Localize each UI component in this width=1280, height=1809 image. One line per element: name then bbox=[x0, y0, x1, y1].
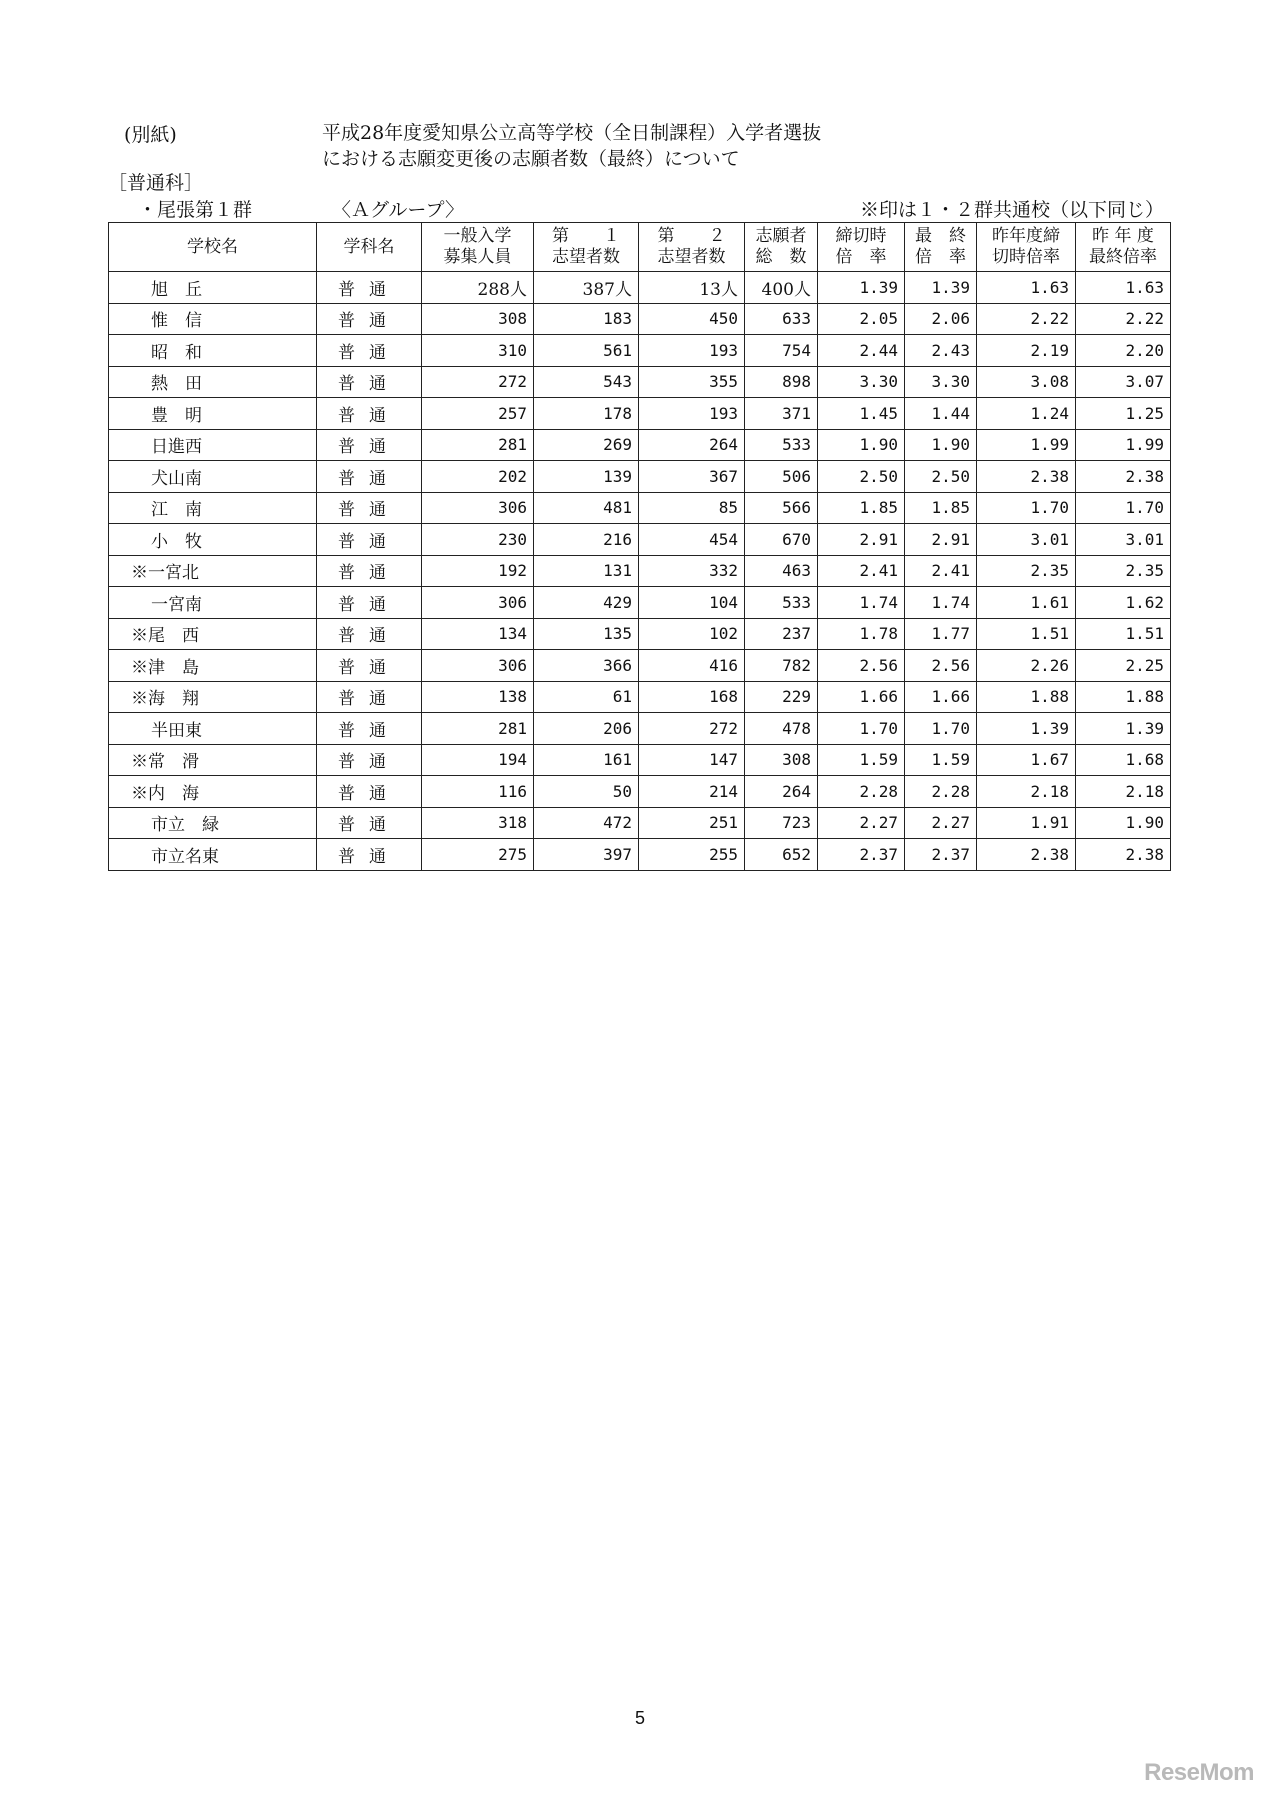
department-cell: 普通 bbox=[317, 272, 422, 304]
table-row bbox=[109, 555, 1171, 587]
table-row bbox=[109, 492, 1171, 524]
final-ratio-cell: 1.66 bbox=[905, 681, 977, 713]
prev-final-ratio-cell: 1.63 bbox=[1076, 272, 1171, 304]
page-number: 5 bbox=[634, 1708, 645, 1728]
column-header bbox=[905, 223, 977, 272]
school-name-cell: 江 南 bbox=[109, 492, 317, 524]
table-row bbox=[109, 398, 1171, 430]
second-choice-cell: 272 bbox=[639, 713, 745, 745]
cutoff-ratio-cell: 2.91 bbox=[818, 524, 905, 556]
school-name-cell: 旭 丘 bbox=[109, 272, 317, 304]
final-ratio-cell: 1.74 bbox=[905, 587, 977, 619]
school-name-cell: 一宮南 bbox=[109, 587, 317, 619]
resemom-watermark-logo: ReseMom bbox=[1144, 1759, 1254, 1786]
prev-final-ratio-cell: 1.88 bbox=[1076, 681, 1171, 713]
table-row bbox=[109, 618, 1171, 650]
quota-cell: 281 bbox=[422, 713, 534, 745]
second-choice-cell: 264 bbox=[639, 429, 745, 461]
department-cell: 普通 bbox=[317, 366, 422, 398]
total-applicants-cell: 533 bbox=[745, 587, 818, 619]
table-row bbox=[109, 429, 1171, 461]
school-name-cell: 市立名東 bbox=[109, 839, 317, 871]
second-choice-cell: 13人 bbox=[639, 272, 745, 304]
quota-cell: 281 bbox=[422, 429, 534, 461]
column-header-line-2: 志望者数 bbox=[552, 247, 620, 267]
prev-final-ratio-cell: 1.39 bbox=[1076, 713, 1171, 745]
second-choice-cell: 104 bbox=[639, 587, 745, 619]
quota-cell: 306 bbox=[422, 587, 534, 619]
cutoff-ratio-cell: 2.05 bbox=[818, 303, 905, 335]
final-ratio-cell: 2.41 bbox=[905, 555, 977, 587]
prev-cutoff-ratio-cell: 2.19 bbox=[977, 335, 1076, 367]
prev-cutoff-ratio-cell: 2.22 bbox=[977, 303, 1076, 335]
first-choice-cell: 481 bbox=[534, 492, 639, 524]
total-applicants-cell: 670 bbox=[745, 524, 818, 556]
first-choice-cell: 61 bbox=[534, 681, 639, 713]
total-applicants-cell: 237 bbox=[745, 618, 818, 650]
cutoff-ratio-cell: 2.37 bbox=[818, 839, 905, 871]
school-name-cell: 半田東 bbox=[109, 713, 317, 745]
column-header-line-2: 最終倍率 bbox=[1089, 247, 1157, 267]
prev-final-ratio-cell: 2.22 bbox=[1076, 303, 1171, 335]
prev-cutoff-ratio-cell: 1.51 bbox=[977, 618, 1076, 650]
cutoff-ratio-cell: 1.45 bbox=[818, 398, 905, 430]
table-row bbox=[109, 681, 1171, 713]
table-header bbox=[109, 223, 1171, 272]
column-header bbox=[317, 223, 422, 272]
column-header-line-1: 学校名 bbox=[187, 236, 238, 257]
table-row bbox=[109, 303, 1171, 335]
department-cell: 普通 bbox=[317, 303, 422, 335]
second-choice-cell: 193 bbox=[639, 335, 745, 367]
prev-final-ratio-cell: 1.90 bbox=[1076, 807, 1171, 839]
column-header bbox=[109, 223, 317, 272]
prev-final-ratio-cell: 1.68 bbox=[1076, 744, 1171, 776]
applicants-table bbox=[108, 222, 1171, 871]
table-row bbox=[109, 524, 1171, 556]
final-ratio-cell: 1.44 bbox=[905, 398, 977, 430]
total-applicants-cell: 400人 bbox=[745, 272, 818, 304]
quota-cell: 275 bbox=[422, 839, 534, 871]
department-cell: 普通 bbox=[317, 587, 422, 619]
school-name-cell: ※尾 西 bbox=[109, 618, 317, 650]
table-row bbox=[109, 366, 1171, 398]
table-row bbox=[109, 587, 1171, 619]
quota-cell: 230 bbox=[422, 524, 534, 556]
column-header-line-1: 昨年度締 bbox=[992, 226, 1060, 246]
quota-cell: 308 bbox=[422, 303, 534, 335]
school-name-cell: 豊 明 bbox=[109, 398, 317, 430]
first-choice-cell: 50 bbox=[534, 776, 639, 808]
total-applicants-cell: 463 bbox=[745, 555, 818, 587]
column-header bbox=[977, 223, 1076, 272]
cutoff-ratio-cell: 2.56 bbox=[818, 650, 905, 682]
prev-cutoff-ratio-cell: 2.38 bbox=[977, 461, 1076, 493]
prev-final-ratio-cell: 2.25 bbox=[1076, 650, 1171, 682]
prev-cutoff-ratio-cell: 3.01 bbox=[977, 524, 1076, 556]
prev-cutoff-ratio-cell: 1.99 bbox=[977, 429, 1076, 461]
quota-cell: 257 bbox=[422, 398, 534, 430]
total-applicants-cell: 264 bbox=[745, 776, 818, 808]
prev-final-ratio-cell: 1.99 bbox=[1076, 429, 1171, 461]
cutoff-ratio-cell: 2.27 bbox=[818, 807, 905, 839]
column-header-line-1: 昨 年 度 bbox=[1092, 226, 1154, 246]
district-label: ・尾張第１群 bbox=[138, 199, 253, 221]
final-ratio-cell: 3.30 bbox=[905, 366, 977, 398]
cutoff-ratio-cell: 2.50 bbox=[818, 461, 905, 493]
school-name-cell: 日進西 bbox=[109, 429, 317, 461]
second-choice-cell: 450 bbox=[639, 303, 745, 335]
cutoff-ratio-cell: 2.44 bbox=[818, 335, 905, 367]
department-cell: 普通 bbox=[317, 335, 422, 367]
attachment-label: (別紙) bbox=[124, 124, 177, 146]
total-applicants-cell: 533 bbox=[745, 429, 818, 461]
department-cell: 普通 bbox=[317, 681, 422, 713]
second-choice-cell: 251 bbox=[639, 807, 745, 839]
second-choice-cell: 332 bbox=[639, 555, 745, 587]
second-choice-cell: 255 bbox=[639, 839, 745, 871]
column-header bbox=[639, 223, 745, 272]
final-ratio-cell: 2.43 bbox=[905, 335, 977, 367]
second-choice-cell: 147 bbox=[639, 744, 745, 776]
cutoff-ratio-cell: 1.39 bbox=[818, 272, 905, 304]
cutoff-ratio-cell: 3.30 bbox=[818, 366, 905, 398]
department-cell: 普通 bbox=[317, 398, 422, 430]
table-row bbox=[109, 272, 1171, 304]
department-cell: 普通 bbox=[317, 461, 422, 493]
column-header bbox=[422, 223, 534, 272]
first-choice-cell: 561 bbox=[534, 335, 639, 367]
column-header bbox=[534, 223, 639, 272]
prev-cutoff-ratio-cell: 1.63 bbox=[977, 272, 1076, 304]
first-choice-cell: 161 bbox=[534, 744, 639, 776]
cutoff-ratio-cell: 1.85 bbox=[818, 492, 905, 524]
total-applicants-cell: 723 bbox=[745, 807, 818, 839]
total-applicants-cell: 566 bbox=[745, 492, 818, 524]
school-name-cell: ※内 海 bbox=[109, 776, 317, 808]
prev-cutoff-ratio-cell: 1.24 bbox=[977, 398, 1076, 430]
final-ratio-cell: 1.70 bbox=[905, 713, 977, 745]
prev-cutoff-ratio-cell: 2.26 bbox=[977, 650, 1076, 682]
final-ratio-cell: 1.77 bbox=[905, 618, 977, 650]
department-cell: 普通 bbox=[317, 492, 422, 524]
quota-cell: 272 bbox=[422, 366, 534, 398]
quota-cell: 116 bbox=[422, 776, 534, 808]
table-row bbox=[109, 461, 1171, 493]
column-header-line-1: 第 ２ bbox=[657, 226, 726, 246]
prev-final-ratio-cell: 2.38 bbox=[1076, 839, 1171, 871]
prev-final-ratio-cell: 3.07 bbox=[1076, 366, 1171, 398]
cutoff-ratio-cell: 2.41 bbox=[818, 555, 905, 587]
school-name-cell: 昭 和 bbox=[109, 335, 317, 367]
school-name-cell: 市立 緑 bbox=[109, 807, 317, 839]
second-choice-cell: 102 bbox=[639, 618, 745, 650]
column-header-line-2: 倍 率 bbox=[915, 247, 966, 267]
total-applicants-cell: 652 bbox=[745, 839, 818, 871]
cutoff-ratio-cell: 1.59 bbox=[818, 744, 905, 776]
prev-cutoff-ratio-cell: 1.70 bbox=[977, 492, 1076, 524]
table-row bbox=[109, 744, 1171, 776]
first-choice-cell: 269 bbox=[534, 429, 639, 461]
quota-cell: 138 bbox=[422, 681, 534, 713]
prev-final-ratio-cell: 1.51 bbox=[1076, 618, 1171, 650]
department-cell: 普通 bbox=[317, 744, 422, 776]
prev-final-ratio-cell: 1.62 bbox=[1076, 587, 1171, 619]
column-header bbox=[818, 223, 905, 272]
first-choice-cell: 397 bbox=[534, 839, 639, 871]
column-header-line-2: 倍 率 bbox=[835, 247, 887, 267]
second-choice-cell: 416 bbox=[639, 650, 745, 682]
prev-cutoff-ratio-cell: 2.35 bbox=[977, 555, 1076, 587]
column-header-line-2: 志望者数 bbox=[657, 247, 726, 267]
column-header-line-2: 募集人員 bbox=[443, 247, 512, 267]
first-choice-cell: 139 bbox=[534, 461, 639, 493]
prev-cutoff-ratio-cell: 1.88 bbox=[977, 681, 1076, 713]
column-header-line-1: 第 １ bbox=[552, 226, 620, 246]
school-name-cell: ※海 翔 bbox=[109, 681, 317, 713]
prev-cutoff-ratio-cell: 2.18 bbox=[977, 776, 1076, 808]
department-cell: 普通 bbox=[317, 839, 422, 871]
cutoff-ratio-cell: 1.70 bbox=[818, 713, 905, 745]
column-header bbox=[745, 223, 818, 272]
title-line-1: 平成28年度愛知県公立高等学校（全日制課程）入学者選抜 bbox=[322, 122, 822, 144]
cutoff-ratio-cell: 2.28 bbox=[818, 776, 905, 808]
quota-cell: 306 bbox=[422, 492, 534, 524]
column-header-line-2: 総 数 bbox=[755, 247, 807, 267]
total-applicants-cell: 898 bbox=[745, 366, 818, 398]
second-choice-cell: 355 bbox=[639, 366, 745, 398]
quota-cell: 318 bbox=[422, 807, 534, 839]
column-header-line-2: 切時倍率 bbox=[992, 247, 1060, 267]
total-applicants-cell: 229 bbox=[745, 681, 818, 713]
table-row bbox=[109, 776, 1171, 808]
department-cell: 普通 bbox=[317, 524, 422, 556]
table-row bbox=[109, 713, 1171, 745]
prev-cutoff-ratio-cell: 2.38 bbox=[977, 839, 1076, 871]
column-header-line-1: 志願者 bbox=[755, 226, 807, 246]
final-ratio-cell: 2.37 bbox=[905, 839, 977, 871]
total-applicants-cell: 478 bbox=[745, 713, 818, 745]
school-name-cell: 犬山南 bbox=[109, 461, 317, 493]
department-cell: 普通 bbox=[317, 807, 422, 839]
table-row bbox=[109, 335, 1171, 367]
first-choice-cell: 543 bbox=[534, 366, 639, 398]
column-header-line-1: 一般入学 bbox=[443, 226, 512, 246]
final-ratio-cell: 2.91 bbox=[905, 524, 977, 556]
group-row bbox=[124, 195, 1164, 221]
prev-cutoff-ratio-cell: 1.91 bbox=[977, 807, 1076, 839]
quota-cell: 134 bbox=[422, 618, 534, 650]
department-cell: 普通 bbox=[317, 555, 422, 587]
quota-cell: 194 bbox=[422, 744, 534, 776]
first-choice-cell: 216 bbox=[534, 524, 639, 556]
section-label: ［普通科］ bbox=[108, 172, 204, 194]
first-choice-cell: 366 bbox=[534, 650, 639, 682]
school-name-cell: ※一宮北 bbox=[109, 555, 317, 587]
department-cell: 普通 bbox=[317, 429, 422, 461]
department-cell: 普通 bbox=[317, 650, 422, 682]
final-ratio-cell: 2.28 bbox=[905, 776, 977, 808]
second-choice-cell: 454 bbox=[639, 524, 745, 556]
column-header-line-1: 学科名 bbox=[343, 236, 395, 257]
final-ratio-cell: 1.39 bbox=[905, 272, 977, 304]
prev-cutoff-ratio-cell: 1.39 bbox=[977, 713, 1076, 745]
quota-cell: 306 bbox=[422, 650, 534, 682]
quota-cell: 192 bbox=[422, 555, 534, 587]
prev-cutoff-ratio-cell: 1.61 bbox=[977, 587, 1076, 619]
final-ratio-cell: 1.90 bbox=[905, 429, 977, 461]
cutoff-ratio-cell: 1.74 bbox=[818, 587, 905, 619]
document-title bbox=[322, 120, 821, 172]
column-header-line-1: 締切時 bbox=[835, 226, 887, 246]
school-name-cell: 小 牧 bbox=[109, 524, 317, 556]
table-row bbox=[109, 839, 1171, 871]
column-header-line-1: 最 終 bbox=[915, 226, 966, 246]
final-ratio-cell: 1.85 bbox=[905, 492, 977, 524]
first-choice-cell: 135 bbox=[534, 618, 639, 650]
first-choice-cell: 183 bbox=[534, 303, 639, 335]
prev-final-ratio-cell: 2.18 bbox=[1076, 776, 1171, 808]
first-choice-cell: 131 bbox=[534, 555, 639, 587]
column-header bbox=[1076, 223, 1171, 272]
final-ratio-cell: 2.50 bbox=[905, 461, 977, 493]
total-applicants-cell: 371 bbox=[745, 398, 818, 430]
final-ratio-cell: 2.27 bbox=[905, 807, 977, 839]
total-applicants-cell: 506 bbox=[745, 461, 818, 493]
common-school-note: ※印は１・２群共通校（以下同じ） bbox=[859, 199, 1164, 221]
second-choice-cell: 85 bbox=[639, 492, 745, 524]
first-choice-cell: 206 bbox=[534, 713, 639, 745]
prev-cutoff-ratio-cell: 3.08 bbox=[977, 366, 1076, 398]
final-ratio-cell: 1.59 bbox=[905, 744, 977, 776]
total-applicants-cell: 308 bbox=[745, 744, 818, 776]
prev-final-ratio-cell: 3.01 bbox=[1076, 524, 1171, 556]
second-choice-cell: 214 bbox=[639, 776, 745, 808]
school-name-cell: 惟 信 bbox=[109, 303, 317, 335]
department-cell: 普通 bbox=[317, 776, 422, 808]
quota-cell: 202 bbox=[422, 461, 534, 493]
prev-final-ratio-cell: 1.70 bbox=[1076, 492, 1171, 524]
cutoff-ratio-cell: 1.66 bbox=[818, 681, 905, 713]
total-applicants-cell: 754 bbox=[745, 335, 818, 367]
second-choice-cell: 367 bbox=[639, 461, 745, 493]
second-choice-cell: 193 bbox=[639, 398, 745, 430]
prev-final-ratio-cell: 2.35 bbox=[1076, 555, 1171, 587]
cutoff-ratio-cell: 1.90 bbox=[818, 429, 905, 461]
school-name-cell: 熱 田 bbox=[109, 366, 317, 398]
department-cell: 普通 bbox=[317, 713, 422, 745]
school-name-cell: ※津 島 bbox=[109, 650, 317, 682]
total-applicants-cell: 782 bbox=[745, 650, 818, 682]
second-choice-cell: 168 bbox=[639, 681, 745, 713]
prev-final-ratio-cell: 2.38 bbox=[1076, 461, 1171, 493]
school-name-cell: ※常 滑 bbox=[109, 744, 317, 776]
title-line-2: における志願変更後の志願者数（最終）について bbox=[322, 148, 740, 170]
department-cell: 普通 bbox=[317, 618, 422, 650]
first-choice-cell: 178 bbox=[534, 398, 639, 430]
quota-cell: 288人 bbox=[422, 272, 534, 304]
group-label: 〈Ａグループ〉 bbox=[332, 199, 465, 221]
first-choice-cell: 429 bbox=[534, 587, 639, 619]
cutoff-ratio-cell: 1.78 bbox=[818, 618, 905, 650]
prev-cutoff-ratio-cell: 1.67 bbox=[977, 744, 1076, 776]
final-ratio-cell: 2.06 bbox=[905, 303, 977, 335]
total-applicants-cell: 633 bbox=[745, 303, 818, 335]
first-choice-cell: 387人 bbox=[534, 272, 639, 304]
table-body bbox=[109, 272, 1171, 871]
final-ratio-cell: 2.56 bbox=[905, 650, 977, 682]
table-row bbox=[109, 650, 1171, 682]
table-row bbox=[109, 807, 1171, 839]
first-choice-cell: 472 bbox=[534, 807, 639, 839]
quota-cell: 310 bbox=[422, 335, 534, 367]
prev-final-ratio-cell: 2.20 bbox=[1076, 335, 1171, 367]
prev-final-ratio-cell: 1.25 bbox=[1076, 398, 1171, 430]
header-row bbox=[109, 223, 1171, 272]
